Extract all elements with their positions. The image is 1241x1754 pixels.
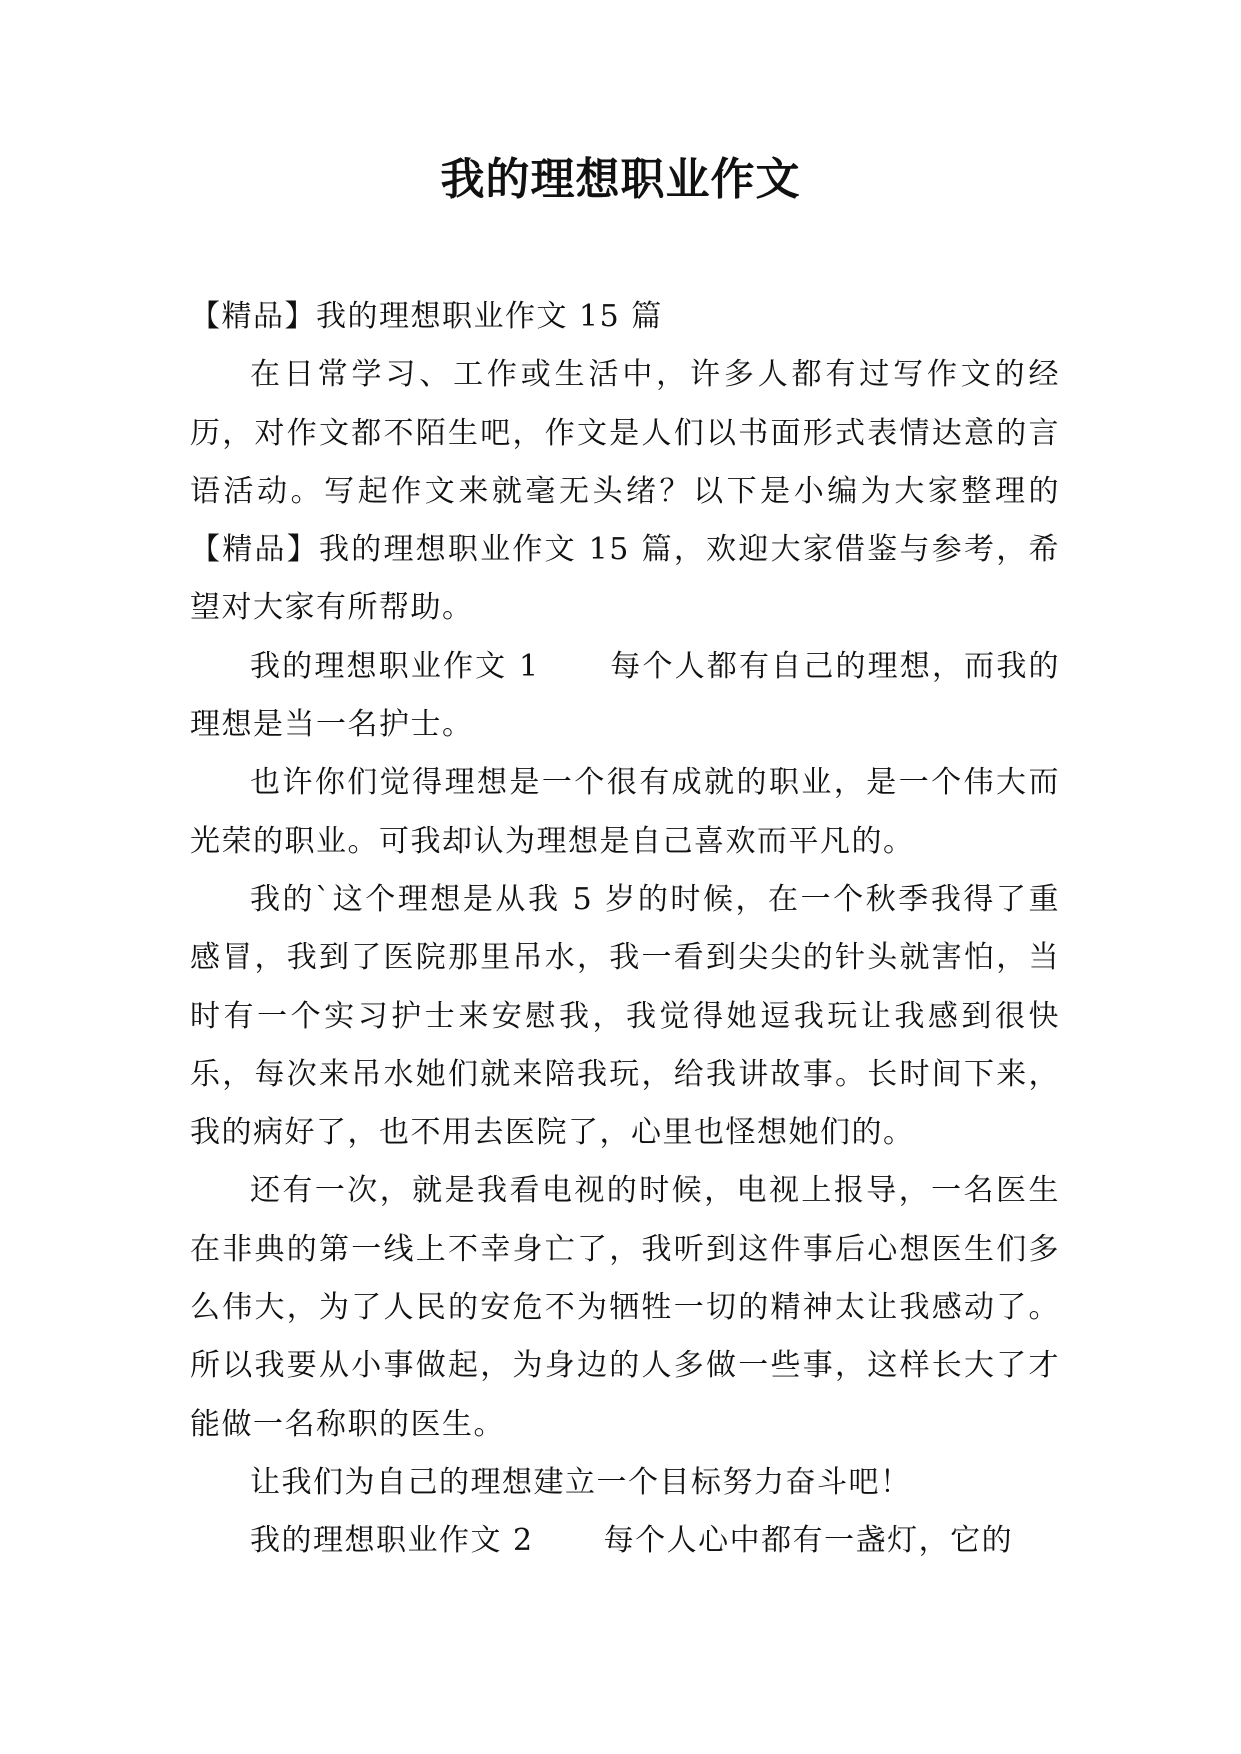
document-subtitle: 【精品】我的理想职业作文 15 篇 [190,299,663,334]
essay-1-paragraph-1: 每个人都有自己的理想，而我的理想是当一名护士。 [190,648,1060,743]
essay-2-heading: 我的理想职业作文 2 [250,1523,534,1559]
essay-2-opening-paragraph [190,1512,1060,1570]
document-body [190,288,1060,1571]
essay-1-heading: 我的理想职业作文 1 [250,648,540,684]
intro-paragraph: 在日常学习、工作或生活中，许多人都有过写作文的经历，对作文都不陌生吧，作文是人们以书面形式表情达意的言语活动。写起作文来就毫无头绪？以下是小编为大家整理的【精品】我的理想职业作文 15 篇，欢迎大家借鉴与参考，希望对大家有所帮助。 [190,357,1060,626]
essay-1-opening-paragraph [190,638,1060,755]
essay-1-paragraph-5: 让我们为自己的理想建立一个目标努力奋斗吧！ [250,1464,912,1500]
essay-1-paragraph-3: 我的`这个理想是从我 5 岁的时候，在一个秋季我得了重感冒，我到了医院那里吊水，我一看到尖尖的针头就害怕，当时有一个实习护士来安慰我，我觉得她逗我玩让我感到很快乐，每次来吊水她们就来陪我玩，给我讲故事。长时间下来，我的病好了，也不用去医院了，心里也怪想她们的。 [190,881,1060,1151]
document-title: 我的理想职业作文 [440,154,801,205]
essay-2-paragraph-1: 每个人心中都有一盏灯，它的 [603,1523,1014,1559]
essay-1-paragraph-2: 也许你们觉得理想是一个很有成就的职业，是一个伟大而光荣的职业。可我却认为理想是自己喜欢而平凡的。 [190,765,1060,859]
essay-1-paragraph-4: 还有一次，就是我看电视的时候，电视上报导，一名医生在非典的第一线上不幸身亡了，我听到这件事后心想医生们多么伟大，为了人民的安危不为牺牲一切的精神太让我感动了。所以我要从小事做起，为身边的人多做一些事，这样长大了才能做一名称职的医生。 [190,1173,1060,1442]
